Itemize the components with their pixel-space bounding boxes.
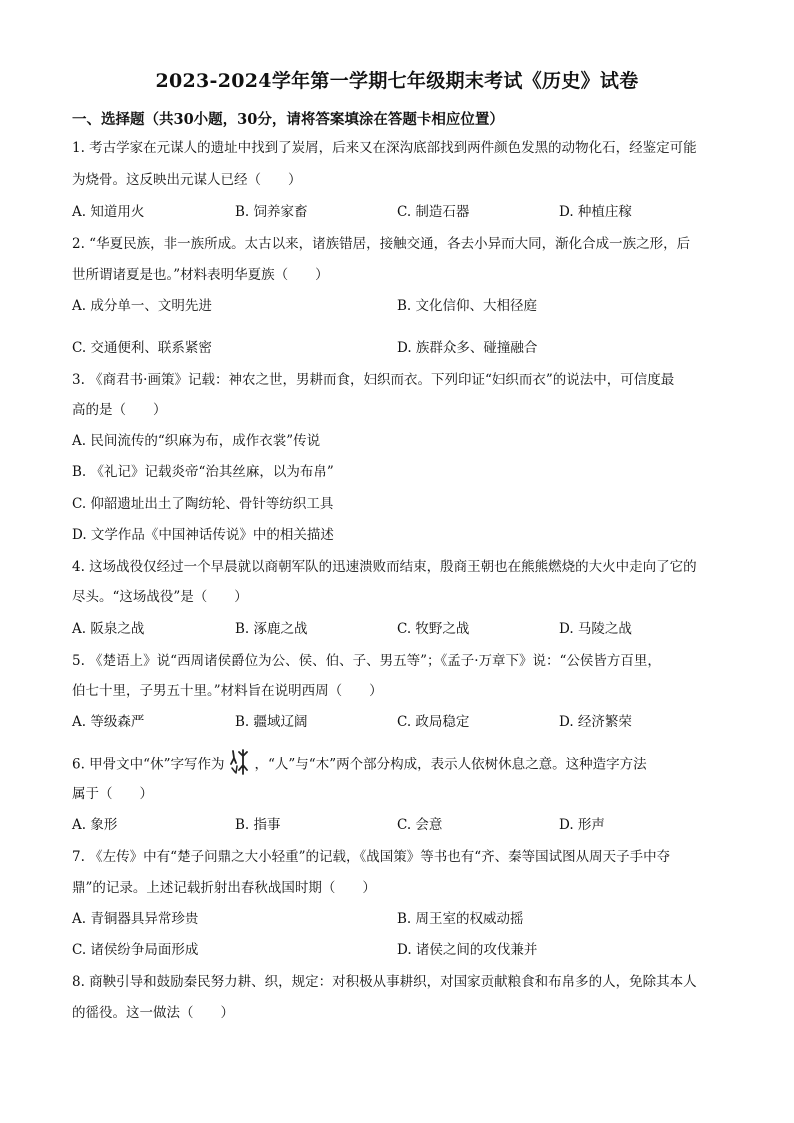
oracle-bone-xiu-glyph-icon xyxy=(228,748,250,782)
question-7-option-d: D. 诸侯之间的攻伐兼并 xyxy=(397,942,538,958)
question-1-line-2: 为烧骨。这反映出元谋人已经（ ） xyxy=(72,172,302,188)
question-1-option-b: B. 饲养家畜 xyxy=(235,204,308,220)
question-3-option-b: B. 《礼记》记载炎帝“治其丝麻，以为布帛” xyxy=(72,464,334,480)
question-1-line-1: 1. 考古学家在元谋人的遗址中找到了炭屑，后来又在深沟底部找到两件颜色发黑的动物化石，经鉴定可能 xyxy=(72,140,697,156)
question-5-line-1: 5. 《楚语上》说“西周诸侯爵位为公、侯、伯、子、男五等”；《孟子·万章下》说：“公侯皆方百里， xyxy=(72,653,661,669)
question-7-option-a: A. 青铜器具异常珍贵 xyxy=(72,911,199,927)
question-2-line-1: 2. “华夏民族，非一族所成。太古以来，诸族错居，接触交通，各去小异而大同，渐化合成一族之形，后 xyxy=(72,236,691,252)
question-4-option-b: B. 涿鹿之战 xyxy=(235,621,308,637)
question-1-option-d: D. 种植庄稼 xyxy=(559,204,632,220)
question-2-option-a: A. 成分单一、文明先进 xyxy=(72,298,212,314)
question-8-line-1: 8. 商鞅引导和鼓励秦民努力耕、织，规定：对积极从事耕织，对国家贡献粮食和布帛多的人，免除其本人 xyxy=(72,974,697,990)
question-6-line-1 xyxy=(72,748,732,782)
exam-title: 2023-2024学年第一学期七年级期末考试《历史》试卷 xyxy=(155,70,639,92)
question-2-line-2: 世所谓诸夏是也。”材料表明华夏族（ ） xyxy=(72,267,329,283)
question-4-option-c: C. 牧野之战 xyxy=(397,621,470,637)
question-6-option-a: A. 象形 xyxy=(72,817,118,833)
question-2-option-b: B. 文化信仰、大相径庭 xyxy=(397,298,538,314)
question-5-option-d: D. 经济繁荣 xyxy=(559,714,632,730)
question-4-option-d: D. 马陵之战 xyxy=(559,621,632,637)
question-7-option-b: B. 周王室的权威动摇 xyxy=(397,911,524,927)
question-3-line-2: 高的是（ ） xyxy=(72,402,167,418)
question-6-line-2: 属于（ ） xyxy=(72,786,153,802)
question-2-option-c: C. 交通便利、联系紧密 xyxy=(72,340,212,356)
section-heading: 一、选择题（共30小题，30分，请将答案填涂在答题卡相应位置） xyxy=(72,111,504,128)
question-5-option-c: C. 政局稳定 xyxy=(397,714,470,730)
question-5-line-2: 伯七十里，子男五十里。”材料旨在说明西周（ ） xyxy=(72,683,383,699)
question-7-line-1: 7. 《左传》中有“楚子问鼎之大小轻重”的记载，《战国策》等书也有“齐、秦等国试图从周天子手中夺 xyxy=(72,849,671,865)
question-3-line-1: 3. 《商君书·画策》记载：神农之世，男耕而食，妇织而衣。下列印证“妇织而衣”的说法中，可信度最 xyxy=(72,372,675,388)
question-3-option-c: C. 仰韶遗址出土了陶纺轮、骨针等纺织工具 xyxy=(72,496,334,512)
question-6-option-c: C. 会意 xyxy=(397,817,443,833)
question-5-option-b: B. 疆域辽阔 xyxy=(235,714,308,730)
question-3-option-a: A. 民间流传的“织麻为布，成作衣裳”传说 xyxy=(72,433,321,449)
question-2-option-d: D. 族群众多、碰撞融合 xyxy=(397,340,538,356)
question-3-option-d: D. 文学作品《中国神话传说》中的相关描述 xyxy=(72,527,334,543)
question-7-option-c: C. 诸侯纷争局面形成 xyxy=(72,942,199,958)
question-4-line-2: 尽头。“这场战役”是（ ） xyxy=(72,589,248,605)
question-6-option-d: D. 形声 xyxy=(559,817,605,833)
question-8-line-2: 的徭役。这一做法（ ） xyxy=(72,1005,234,1021)
question-1-option-c: C. 制造石器 xyxy=(397,204,470,220)
question-4-option-a: A. 阪泉之战 xyxy=(72,621,145,637)
question-6-text-before: 6. 甲骨文中“休”字写作为 xyxy=(72,756,225,773)
question-6-text-after: ，“人”与“木”两个部分构成，表示人依树休息之意。这种造字方法 xyxy=(254,756,647,773)
question-4-line-1: 4. 这场战役仅经过一个早晨就以商朝军队的迅速溃败而结束，殷商王朝也在熊熊燃烧的大火中走向了它的 xyxy=(72,559,697,575)
question-7-line-2: 鼎”的记录。上述记载折射出春秋战国时期（ ） xyxy=(72,880,376,896)
question-1-option-a: A. 知道用火 xyxy=(72,204,145,220)
question-6-option-b: B. 指事 xyxy=(235,817,281,833)
question-5-option-a: A. 等级森严 xyxy=(72,714,145,730)
